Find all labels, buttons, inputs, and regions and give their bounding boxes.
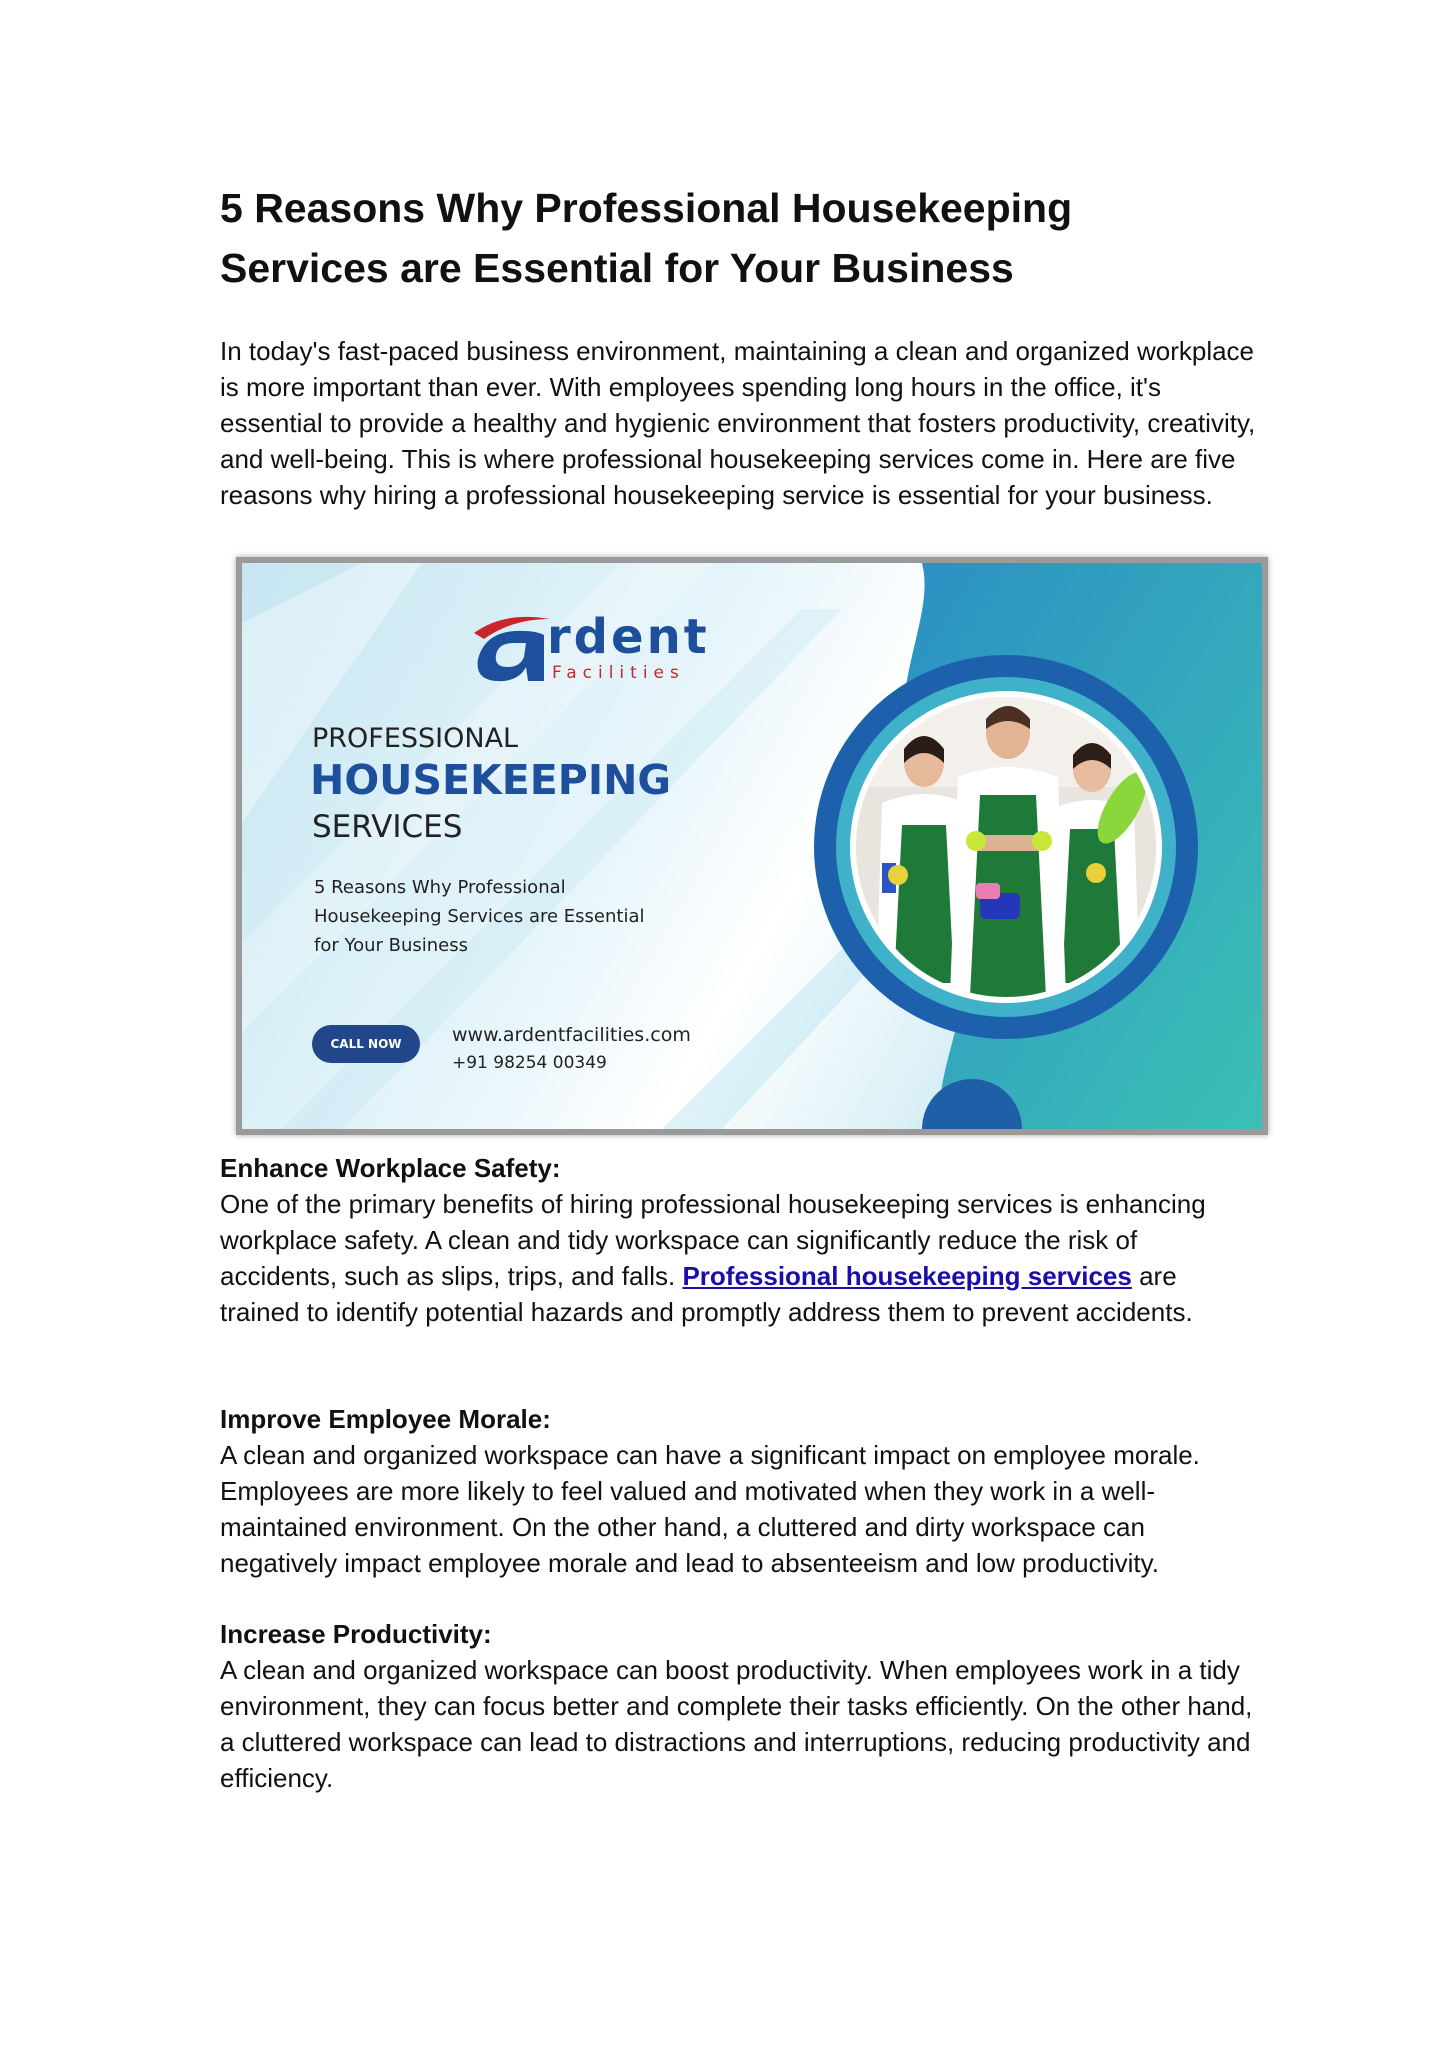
call-now-button[interactable]: CALL NOW xyxy=(312,1025,420,1063)
page-title: 5 Reasons Why Professional Housekeeping Services are Essential for Your Business xyxy=(220,185,1073,291)
logo-subtitle: Facilities xyxy=(552,663,685,683)
professional-housekeeping-services-link[interactable]: Professional housekeeping services xyxy=(682,1261,1132,1291)
section-body-text: One of the primary benefits of hiring professional housekeeping services is enhancing workplace safety. A clean and tidy workspace can significantly reduce the risk of accidents, such as slips, trips, and falls. xyxy=(220,1189,1206,1291)
section-heading: Increase Productivity: xyxy=(220,1619,492,1649)
section-body xyxy=(220,1186,1260,1330)
promo-banner-image xyxy=(236,557,1268,1135)
logo-wordmark: rdent xyxy=(547,609,710,665)
banner-line-housekeeping: HOUSEKEEPING xyxy=(310,756,672,804)
banner-line-professional: PROFESSIONAL xyxy=(312,723,519,754)
section-body-text-continued: are trained to identify potential hazards and promptly address them to prevent accidents. xyxy=(220,1261,1193,1327)
intro-paragraph: In today's fast-paced business environment, maintaining a clean and organized workplace is more important than ever. With employees spending long hours in the office, it's essential to provide a healthy and hygienic environment that fosters productivity, creativity, and well-being. This is where professional housekeeping services come in. Here are five reasons why hiring a professional housekeeping service is essential for your business. xyxy=(220,336,1256,510)
section-productivity xyxy=(220,1616,1260,1796)
section-body: A clean and organized workspace can boost productivity. When employees work in a tidy environment, they can focus better and complete their tasks efficiently. On the other hand, a cluttered workspace can lead to distractions and interruptions, reducing productivity and efficiency. xyxy=(220,1655,1253,1793)
section-body: A clean and organized workspace can have a significant impact on employee morale. Employees are more likely to feel valued and motivated when they work in a well-maintained environment. On the other hand, a cluttered and dirty workspace can negatively impact employee morale and lead to absenteeism and low productivity. xyxy=(220,1440,1200,1578)
section-workplace-safety xyxy=(220,1150,1260,1330)
banner-phone: +91 98254 00349 xyxy=(452,1053,607,1073)
banner-line-services: SERVICES xyxy=(312,809,463,845)
section-employee-morale xyxy=(220,1401,1260,1581)
banner-website: www.ardentfacilities.com xyxy=(452,1024,691,1046)
section-heading: Improve Employee Morale: xyxy=(220,1404,551,1434)
section-heading: Enhance Workplace Safety: xyxy=(220,1153,561,1183)
ardent-logo-icon xyxy=(464,609,554,689)
banner-tagline: 5 Reasons Why Professional Housekeeping Services are Essential for Your Business xyxy=(314,877,645,956)
